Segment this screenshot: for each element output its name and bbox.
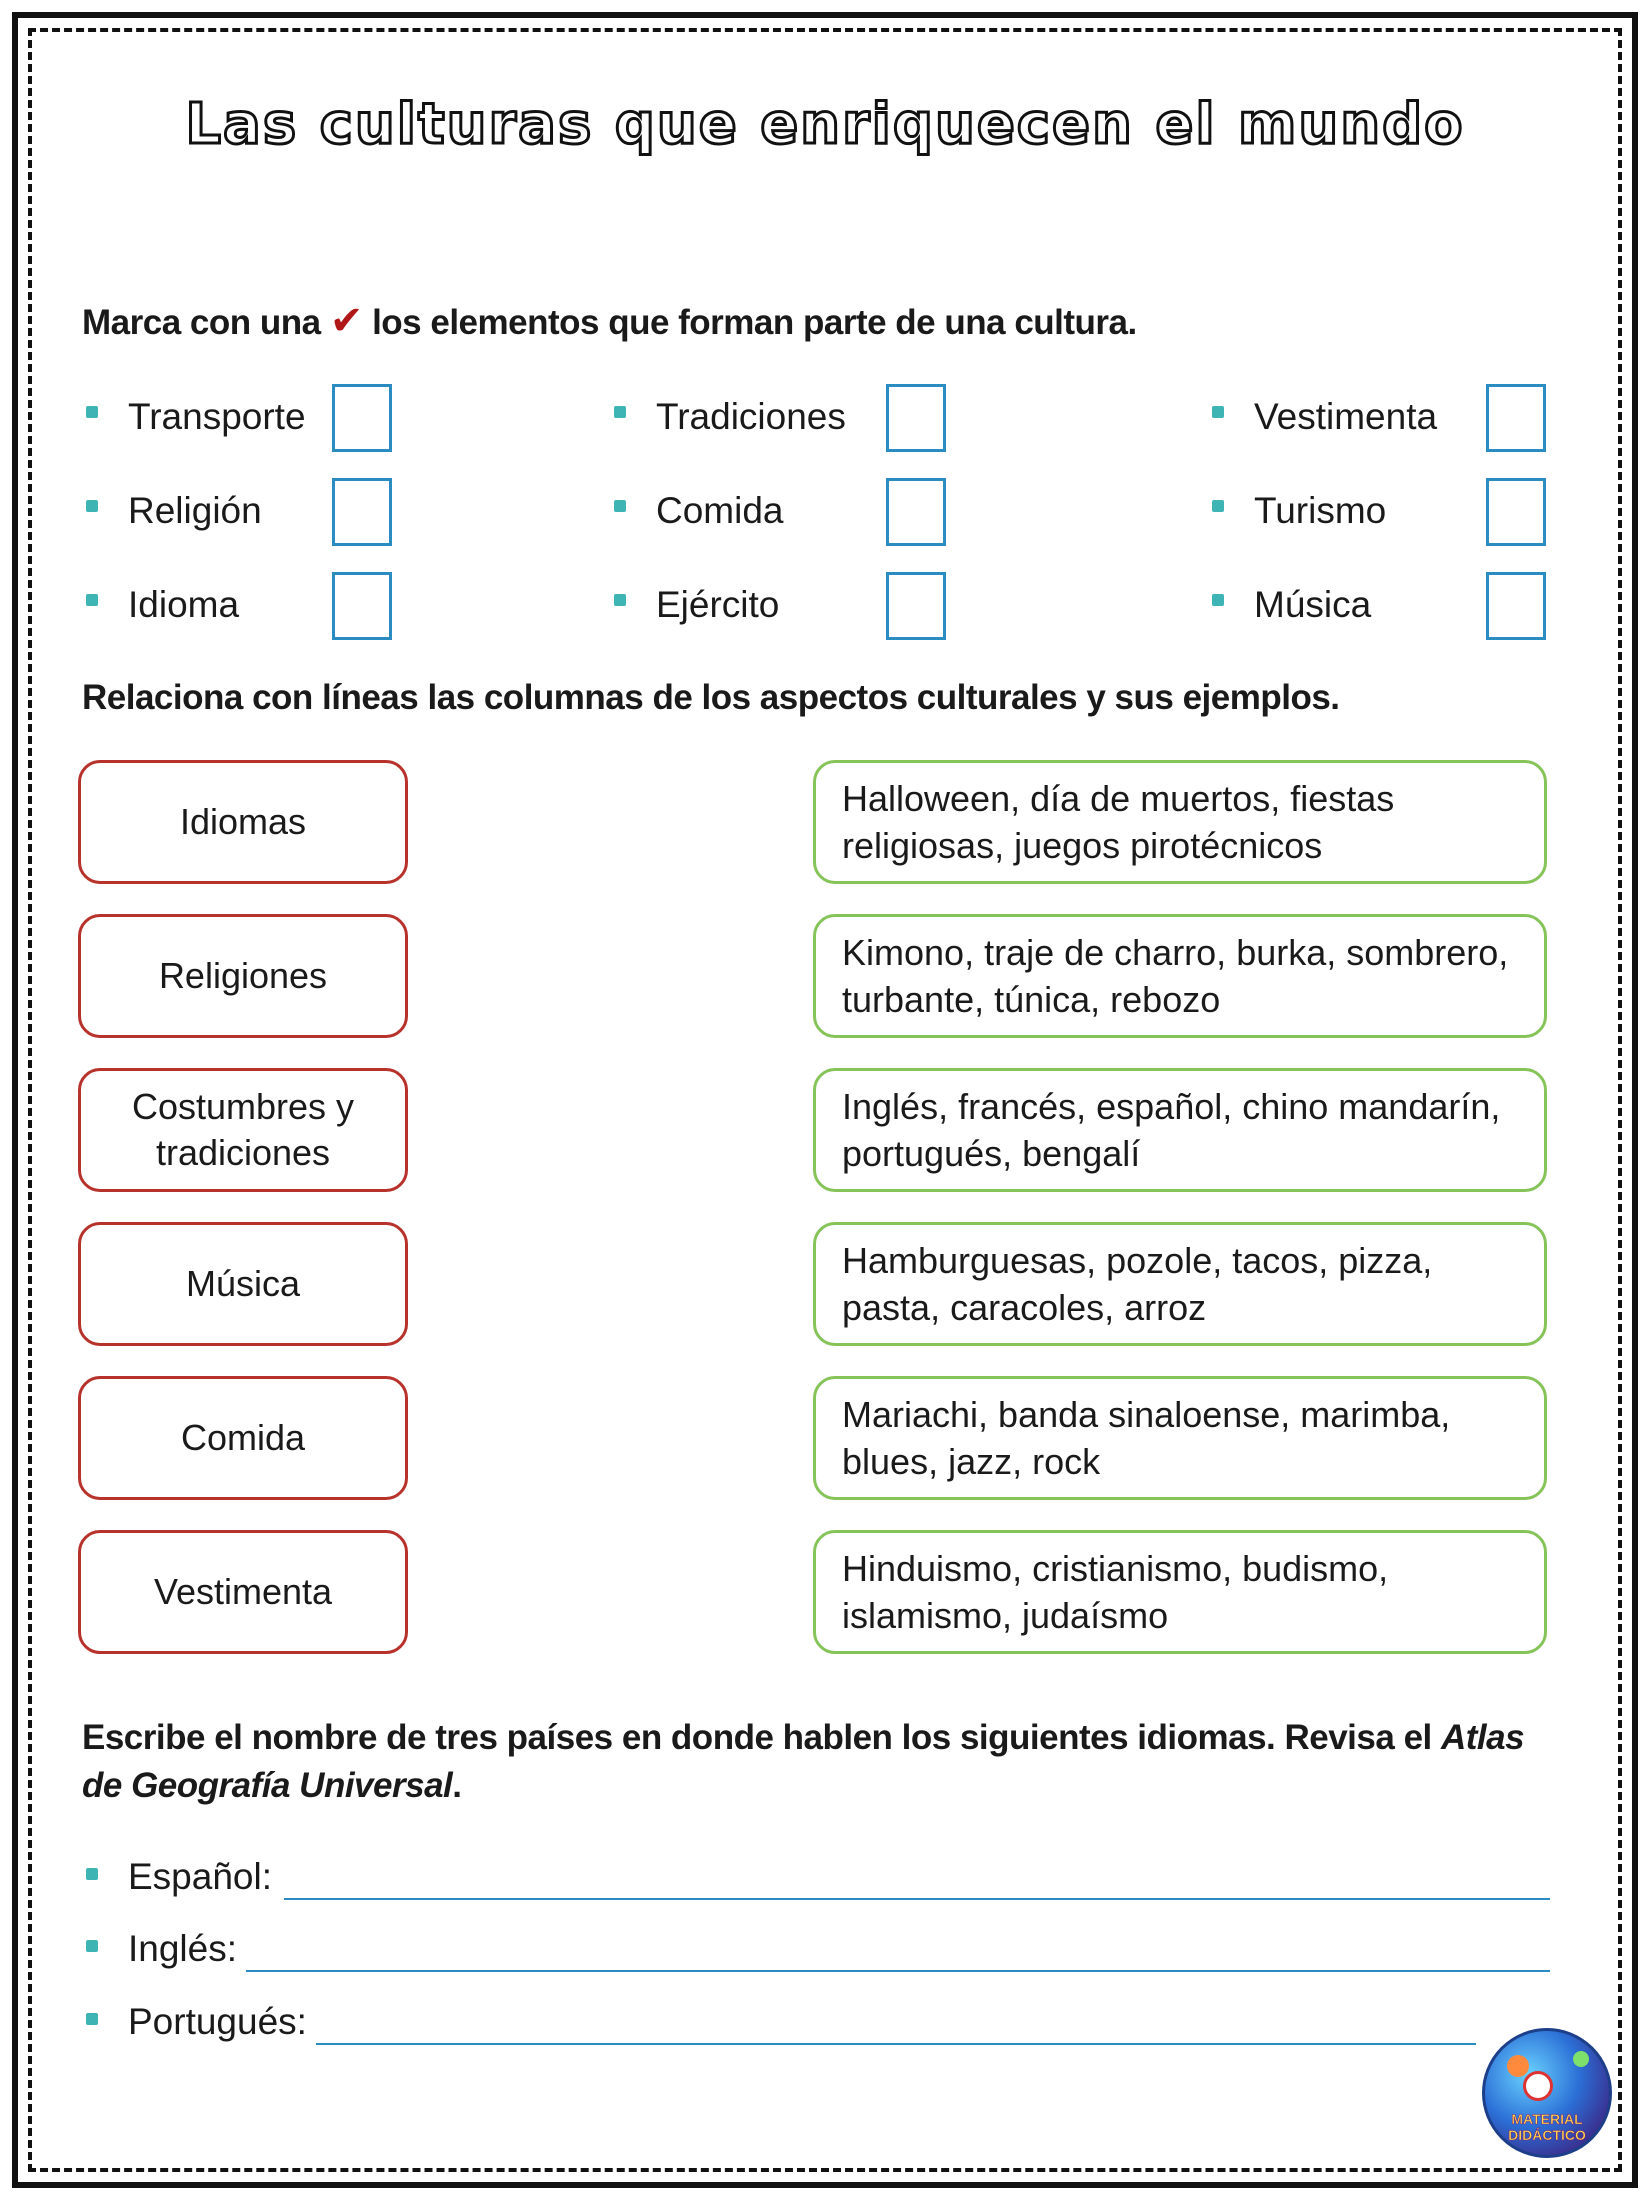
checklist-label-religion: Religión [128, 490, 262, 531]
bullet-icon [1212, 406, 1224, 418]
bullet-icon [1212, 500, 1224, 512]
logo-text [1485, 2111, 1609, 2143]
bullet-icon [1212, 594, 1224, 606]
atlas-title: Atlas de Geografía Universal [82, 1718, 1525, 1805]
bullet-icon [86, 2013, 98, 2025]
instruction-write-countries [82, 1714, 1552, 1810]
language-label-ingles: Inglés: [128, 1928, 238, 1969]
instruction-period: . [452, 1766, 462, 1805]
instruction-text-after: los elementos que forman parte de una cultura. [372, 303, 1137, 342]
match-right-item[interactable]: Kimono, traje de charro, burka, sombrero, turbante, túnica, rebozo [813, 914, 1547, 1038]
match-left-idiomas[interactable]: Idiomas [78, 760, 408, 884]
checkbox-ejercito[interactable] [886, 572, 946, 640]
instruction-text-before: Marca con una [82, 303, 321, 342]
answer-line-ingles[interactable] [246, 1970, 1550, 1972]
bullet-icon [86, 1940, 98, 1952]
checklist-label-ejercito: Ejército [656, 584, 780, 625]
page-title: Las culturas que enriquecen el mundo [185, 92, 1465, 157]
match-left-religiones[interactable]: Religiones [78, 914, 408, 1038]
match-right-item[interactable]: Mariachi, banda sinaloense, marimba, blues, jazz, rock [813, 1376, 1547, 1500]
checkbox-religion[interactable] [332, 478, 392, 546]
checkbox-transporte[interactable] [332, 384, 392, 452]
checkmark-icon: ✔ [329, 299, 363, 343]
checkbox-comida[interactable] [886, 478, 946, 546]
match-right-item[interactable]: Hinduismo, cristianismo, budismo, islamismo, judaísmo [813, 1530, 1547, 1654]
bullet-icon [86, 500, 98, 512]
planet-icon [1507, 2055, 1529, 2077]
checklist-label-tradiciones: Tradiciones [656, 396, 846, 437]
match-left-comida[interactable]: Comida [78, 1376, 408, 1500]
astronaut-icon [1523, 2071, 1553, 2101]
checklist-label-musica: Música [1254, 584, 1372, 625]
match-left-costumbres[interactable]: Costumbres y tradiciones [78, 1068, 408, 1192]
bullet-icon [86, 1868, 98, 1880]
checklist-label-comida: Comida [656, 490, 784, 531]
match-right-item[interactable]: Halloween, día de muertos, fiestas religiosas, juegos pirotécnicos [813, 760, 1547, 884]
language-label-portugues: Portugués: [128, 2001, 307, 2042]
checkbox-tradiciones[interactable] [886, 384, 946, 452]
match-left-musica[interactable]: Música [78, 1222, 408, 1346]
logo-line1: MATERIAL [1511, 2111, 1583, 2127]
checkbox-idioma[interactable] [332, 572, 392, 640]
bullet-icon [614, 406, 626, 418]
logo-line2: DIDÁCTICO [1508, 2127, 1586, 2143]
instruction-text: Escribe el nombre de tres países en donde hablen los siguientes idiomas. Revisa el [82, 1718, 1441, 1757]
planet-icon [1573, 2051, 1589, 2067]
bullet-icon [614, 500, 626, 512]
bullet-icon [86, 406, 98, 418]
answer-line-espanol[interactable] [284, 1898, 1550, 1900]
bullet-icon [86, 594, 98, 606]
checkbox-musica[interactable] [1486, 572, 1546, 640]
material-didactico-logo [1482, 2028, 1612, 2158]
match-left-vestimenta[interactable]: Vestimenta [78, 1530, 408, 1654]
checklist-label-vestimenta: Vestimenta [1254, 396, 1438, 437]
checklist-label-transporte: Transporte [128, 396, 306, 437]
instruction-checkmark [82, 298, 1137, 344]
match-right-item[interactable]: Hamburguesas, pozole, tacos, pizza, pasta, caracoles, arroz [813, 1222, 1547, 1346]
checkbox-vestimenta[interactable] [1486, 384, 1546, 452]
checklist-label-idioma: Idioma [128, 584, 240, 625]
match-right-item[interactable]: Inglés, francés, español, chino mandarín, portugués, bengalí [813, 1068, 1547, 1192]
bullet-icon [614, 594, 626, 606]
checkbox-turismo[interactable] [1486, 478, 1546, 546]
language-label-espanol: Español: [128, 1856, 272, 1897]
instruction-match-columns: Relaciona con líneas las columnas de los aspectos culturales y sus ejemplos. [82, 678, 1340, 717]
checklist-label-turismo: Turismo [1254, 490, 1387, 531]
answer-line-portugues[interactable] [316, 2043, 1476, 2045]
